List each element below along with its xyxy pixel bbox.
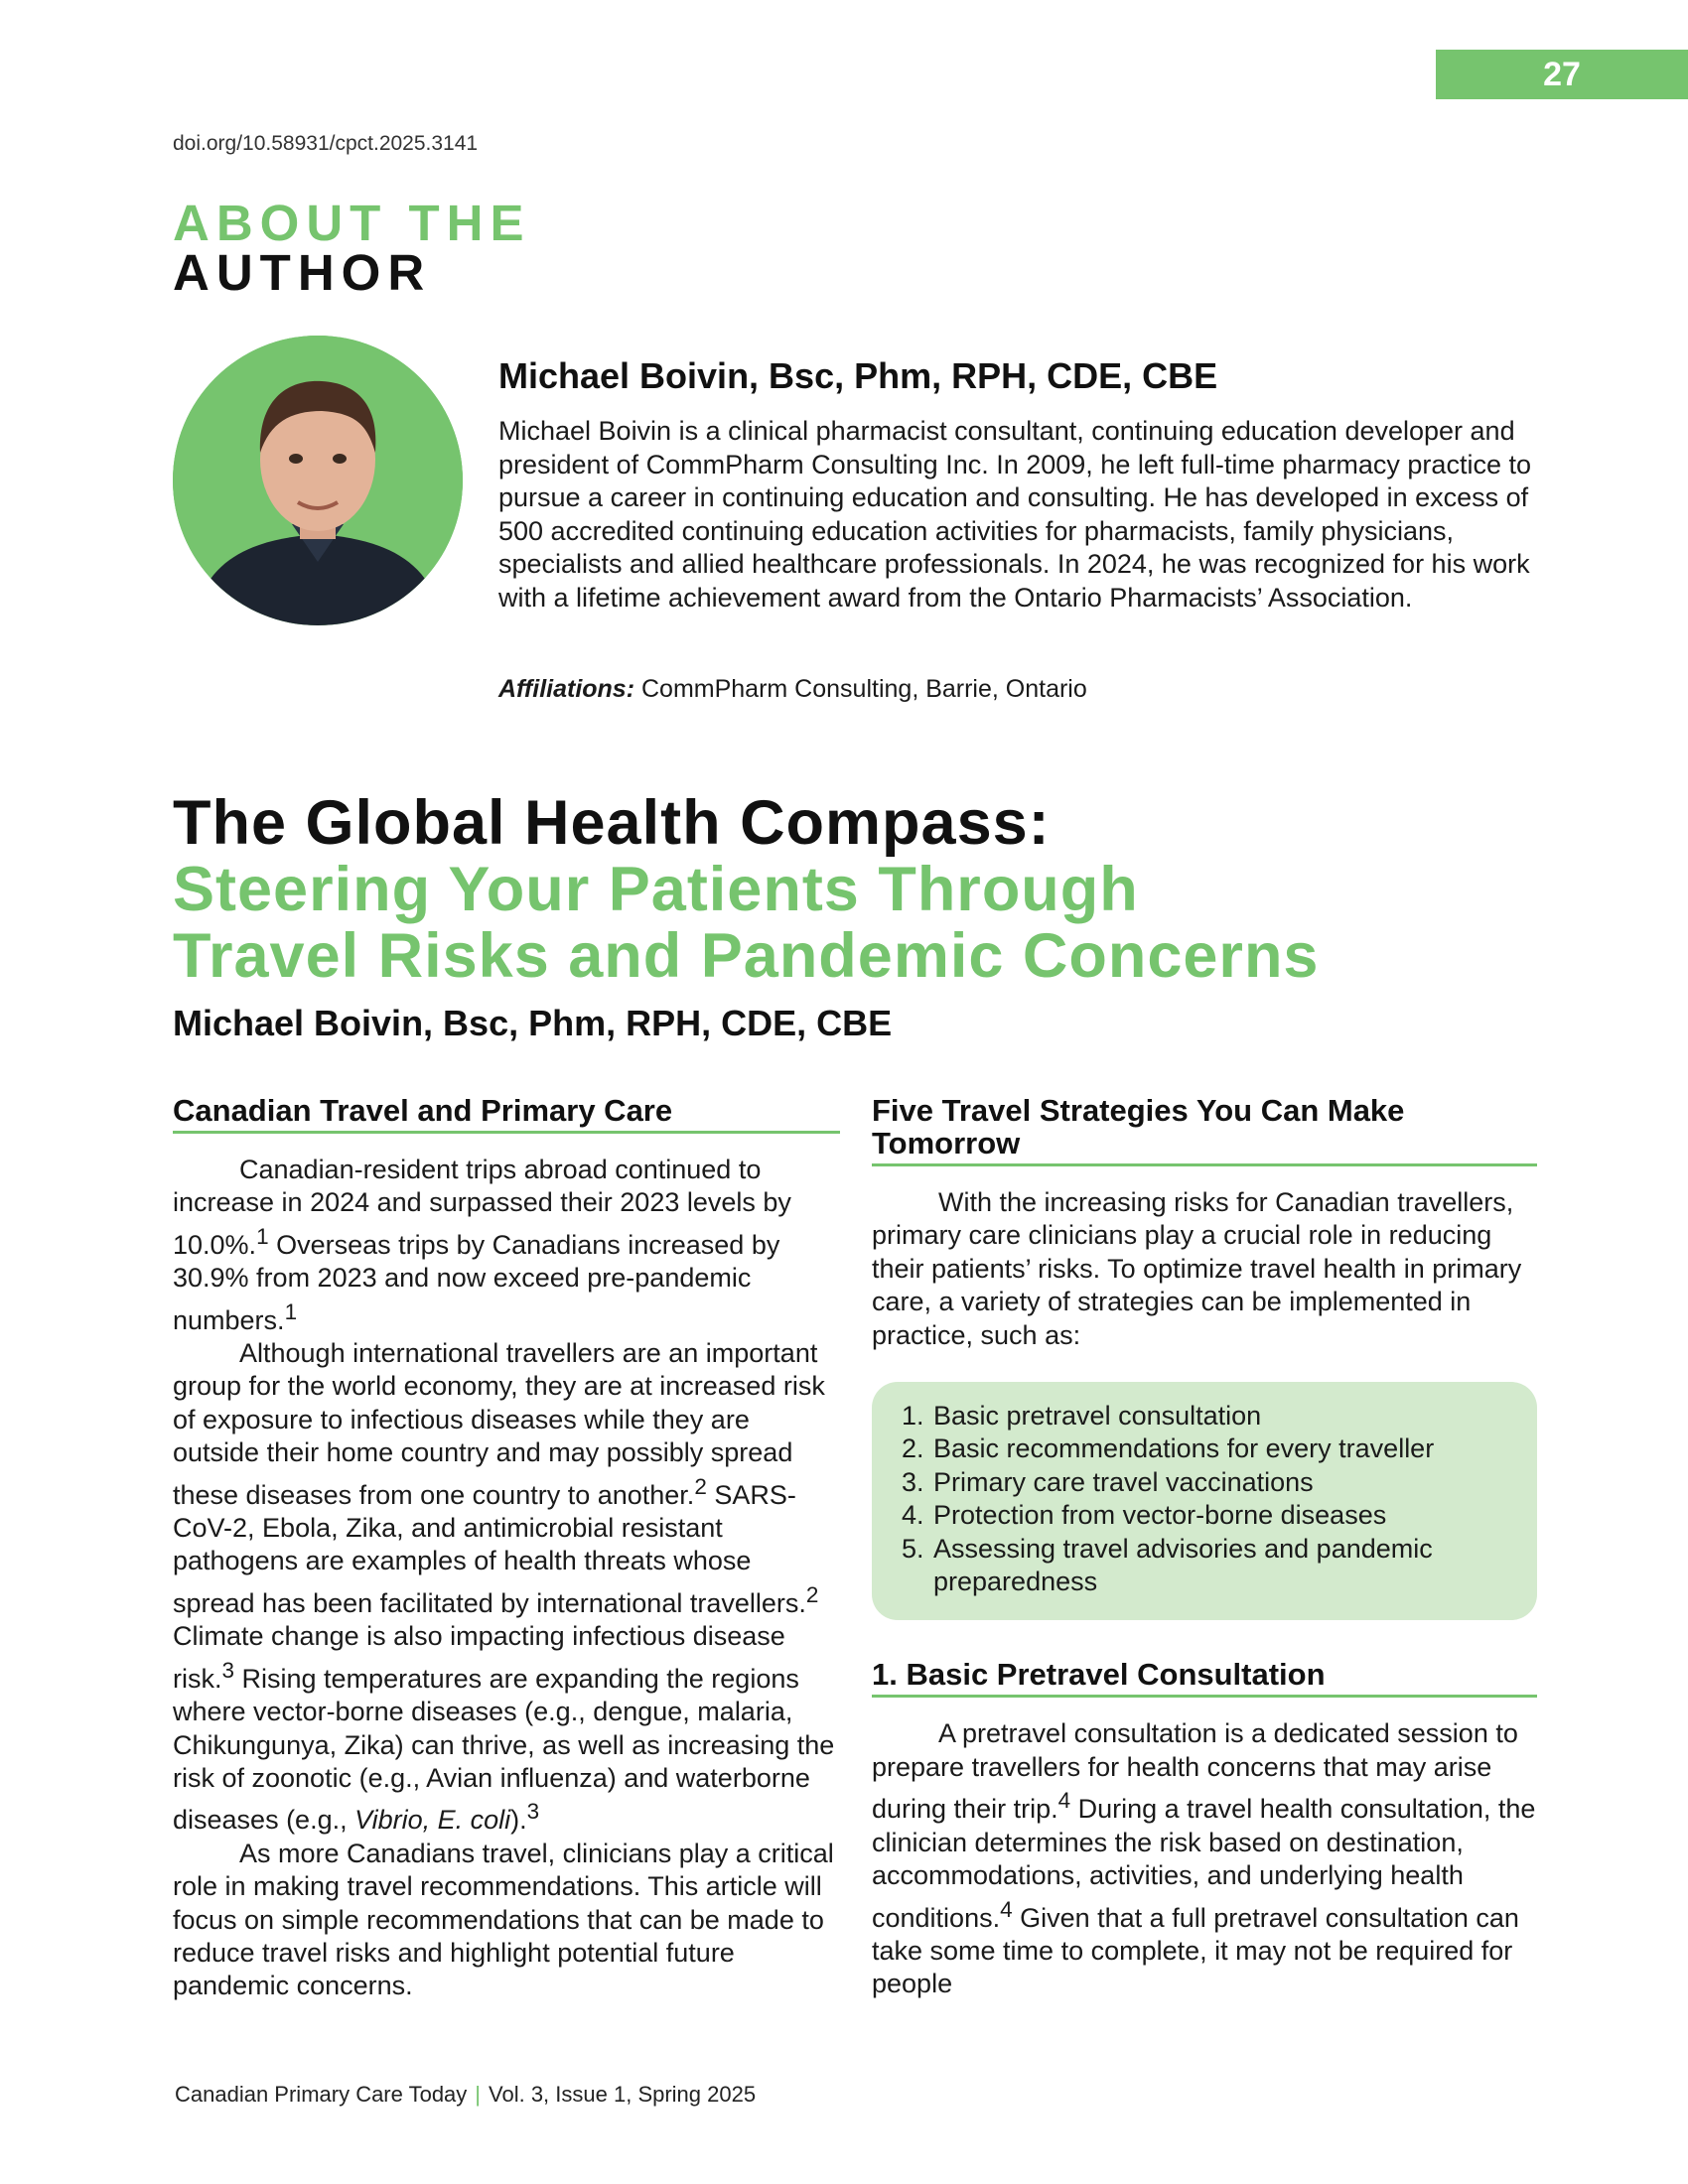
article-title-block bbox=[173, 789, 1613, 990]
about-heading-line2: AUTHOR bbox=[173, 244, 432, 301]
citation: 4 bbox=[1000, 1896, 1013, 1922]
paragraph: With the increasing risks for Canadian travellers, primary care clinicians play a crucial role in reducing their patients’ risks. To optimize travel health in primary care, a variety of strategies can be implemented in practice, such as: bbox=[872, 1187, 1522, 1350]
page-number: 27 bbox=[1436, 50, 1688, 99]
citation: 1 bbox=[256, 1223, 269, 1249]
author-name: Michael Boivin, Bsc, Phm, RPH, CDE, CBE bbox=[498, 355, 1218, 396]
author-portrait-icon bbox=[173, 336, 463, 625]
section-heading-canadian-travel: Canadian Travel and Primary Care bbox=[173, 1094, 840, 1134]
article-title: The Global Health Compass: bbox=[173, 788, 1051, 858]
left-body bbox=[173, 1154, 840, 2003]
issue-info: Vol. 3, Issue 1, Spring 2025 bbox=[489, 2082, 757, 2107]
right-body-2 bbox=[872, 1717, 1537, 2000]
citation: 1 bbox=[284, 1298, 298, 1324]
left-column bbox=[173, 1094, 840, 2003]
right-column bbox=[872, 1094, 1537, 2001]
section-heading-five-strategies: Five Travel Strategies You Can Make Tomorrow bbox=[872, 1094, 1537, 1166]
paragraph: As more Canadians travel, clinicians play a critical role in making travel recommendations. This article will focus on simple recommendations that can be made to reduce travel risks and highlight potential future pandemic concerns. bbox=[173, 1838, 834, 2001]
section-heading-pretravel-consultation: 1. Basic Pretravel Consultation bbox=[872, 1658, 1537, 1698]
citation: 4 bbox=[1057, 1788, 1071, 1814]
article-subtitle-line2: Travel Risks and Pandemic Concerns bbox=[173, 921, 1320, 991]
journal-name: Canadian Primary Care Today bbox=[175, 2082, 468, 2107]
citation: 3 bbox=[526, 1799, 540, 1825]
strategies-list bbox=[896, 1400, 1513, 1598]
list-item: 4. Protection from vector-borne diseases bbox=[931, 1499, 1513, 1532]
author-photo bbox=[173, 336, 463, 625]
paragraph: A pretravel consultation is a dedicated session to prepare travellers for health concerns that may arise during their trip.$^4$ During a travel health consultation, the clinician determines the risk based on destination, accommodations, activities, and underlying health conditions.$^4$ Given that a full pretravel consultation can take some time to complete, it may not be required for people bbox=[872, 1718, 1536, 1999]
paragraph: Although international travellers are an important group for the world economy, they are at increased risk of exposure to infectious diseases while they are outside their home country and may possibly spread these diseases from one country to another.$^2$ SARS-CoV-2, Ebola, Zika, and antimicrobial resistant pathogens are examples of health threats whose spread has been facilitated by international travellers.$^2$ Climate change is also impacting infectious disease risk.$^3$ Rising temperatures are expanding the regions where vector-borne diseases (e.g., dengue, malaria, Chikungunya, Zika) can thrive, as well as increasing the risk of zoonotic (e.g., Avian influenza) and waterborne diseases (e.g., Vibrio, E. coli).$^3$ bbox=[173, 1338, 835, 1836]
author-bio: Michael Boivin is a clinical pharmacist consultant, continuing education developer and president of CommPharm Consulting Inc. In 2009, he left full-time pharmacy practice to pursue a career in continuing education and consulting. He has developed in excess of 500 accredited continuing education activities for pharmacists, family physicians, specialists and allied healthcare professionals. In 2024, he was recognized for his work with a lifetime achievement award from the Ontario Pharmacists’ Association. bbox=[498, 416, 1531, 613]
article-subtitle-line1: Steering Your Patients Through bbox=[173, 855, 1139, 924]
about-heading-line1: ABOUT THE bbox=[173, 195, 531, 251]
article-byline: Michael Boivin, Bsc, Phm, RPH, CDE, CBE bbox=[173, 1003, 893, 1043]
about-the-author-heading bbox=[173, 195, 531, 301]
list-item: 3. Primary care travel vaccinations bbox=[931, 1466, 1513, 1499]
author-affiliations bbox=[498, 675, 1087, 704]
citation: 3 bbox=[221, 1657, 235, 1683]
list-item: 2. Basic recommendations for every traveller bbox=[931, 1433, 1513, 1465]
strategies-box bbox=[872, 1382, 1537, 1620]
right-body bbox=[872, 1186, 1537, 1352]
affiliations-label: Affiliations: bbox=[498, 675, 635, 703]
citation: 2 bbox=[694, 1473, 707, 1499]
affiliations-value: CommPharm Consulting, Barrie, Ontario bbox=[641, 675, 1087, 703]
list-item: 1. Basic pretravel consultation bbox=[931, 1400, 1513, 1433]
list-item: 5. Assessing travel advisories and pandemic preparedness bbox=[931, 1533, 1513, 1599]
citation: 2 bbox=[805, 1581, 819, 1607]
paragraph: Canadian-resident trips abroad continued to increase in 2024 and surpassed their 2023 levels by 10.0%.$^1$ Overseas trips by Canadians increased by 30.9% from 2023 and now exceed pre-pandemic numbers.$^1$ bbox=[173, 1155, 791, 1335]
doi-link[interactable]: doi.org/10.58931/cpct.2025.3141 bbox=[173, 132, 479, 155]
page-footer: Canadian Primary Care Today | Vol. 3, Issue 1, Spring 2025 bbox=[175, 2082, 757, 2107]
